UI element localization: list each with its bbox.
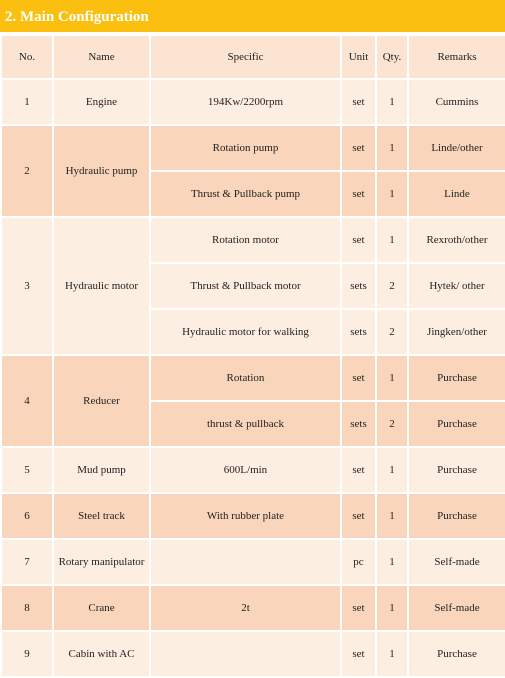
- specific-cell: Thrust & Pullback pump: [150, 171, 341, 217]
- remarks-cell: Cummins: [408, 79, 505, 125]
- row-number: 8: [1, 585, 53, 631]
- section-title: 2. Main Configuration: [0, 0, 505, 34]
- table-body: [1, 79, 505, 677]
- header-specific: Specific: [150, 35, 341, 79]
- qty-cell: 2: [376, 401, 408, 447]
- specific-cell: Rotation pump: [150, 125, 341, 171]
- remarks-cell: Self-made: [408, 539, 505, 585]
- table-row: [1, 79, 505, 125]
- row-number: 4: [1, 355, 53, 447]
- unit-cell: set: [341, 125, 376, 171]
- table-row: [1, 493, 505, 539]
- row-number: 9: [1, 631, 53, 677]
- remarks-cell: Purchase: [408, 355, 505, 401]
- remarks-cell: Jingken/other: [408, 309, 505, 355]
- component-name: Rotary manipulator: [53, 539, 150, 585]
- table-row: [1, 631, 505, 677]
- qty-cell: 1: [376, 493, 408, 539]
- row-number: 6: [1, 493, 53, 539]
- unit-cell: set: [341, 493, 376, 539]
- qty-cell: 1: [376, 79, 408, 125]
- remarks-cell: Self-made: [408, 585, 505, 631]
- component-name: Reducer: [53, 355, 150, 447]
- unit-cell: set: [341, 585, 376, 631]
- unit-cell: sets: [341, 263, 376, 309]
- specific-cell: Rotation motor: [150, 217, 341, 263]
- component-name: Steel track: [53, 493, 150, 539]
- component-name: Cabin with AC: [53, 631, 150, 677]
- remarks-cell: Purchase: [408, 401, 505, 447]
- specific-cell: 194Kw/2200rpm: [150, 79, 341, 125]
- specific-cell: Hydraulic motor for walking: [150, 309, 341, 355]
- component-name: Engine: [53, 79, 150, 125]
- row-number: 1: [1, 79, 53, 125]
- table-row: [1, 585, 505, 631]
- unit-cell: set: [341, 79, 376, 125]
- header-no: No.: [1, 35, 53, 79]
- table-row: [1, 355, 505, 401]
- component-name: Mud pump: [53, 447, 150, 493]
- table-row: [1, 539, 505, 585]
- unit-cell: sets: [341, 309, 376, 355]
- qty-cell: 1: [376, 125, 408, 171]
- unit-cell: sets: [341, 401, 376, 447]
- unit-cell: set: [341, 631, 376, 677]
- header-row: [1, 35, 505, 79]
- qty-cell: 2: [376, 309, 408, 355]
- row-number: 7: [1, 539, 53, 585]
- component-name: Crane: [53, 585, 150, 631]
- qty-cell: 1: [376, 355, 408, 401]
- specific-cell: [150, 539, 341, 585]
- specific-cell: 600L/min: [150, 447, 341, 493]
- qty-cell: 2: [376, 263, 408, 309]
- header-unit: Unit: [341, 35, 376, 79]
- specific-cell: 2t: [150, 585, 341, 631]
- qty-cell: 1: [376, 171, 408, 217]
- qty-cell: 1: [376, 447, 408, 493]
- table-row: [1, 125, 505, 171]
- row-number: 2: [1, 125, 53, 217]
- configuration-table: [0, 34, 505, 678]
- component-name: Hydraulic motor: [53, 217, 150, 355]
- row-number: 5: [1, 447, 53, 493]
- remarks-cell: Linde/other: [408, 125, 505, 171]
- unit-cell: pc: [341, 539, 376, 585]
- remarks-cell: Purchase: [408, 447, 505, 493]
- remarks-cell: Hytek/ other: [408, 263, 505, 309]
- specific-cell: thrust & pullback: [150, 401, 341, 447]
- header-name: Name: [53, 35, 150, 79]
- remarks-cell: Linde: [408, 171, 505, 217]
- unit-cell: set: [341, 447, 376, 493]
- row-number: 3: [1, 217, 53, 355]
- qty-cell: 1: [376, 539, 408, 585]
- unit-cell: set: [341, 171, 376, 217]
- specific-cell: Thrust & Pullback motor: [150, 263, 341, 309]
- qty-cell: 1: [376, 585, 408, 631]
- header-remarks: Remarks: [408, 35, 505, 79]
- specific-cell: With rubber plate: [150, 493, 341, 539]
- unit-cell: set: [341, 217, 376, 263]
- table-row: [1, 217, 505, 263]
- specific-cell: Rotation: [150, 355, 341, 401]
- header-qty: Qty.: [376, 35, 408, 79]
- component-name: Hydraulic pump: [53, 125, 150, 217]
- remarks-cell: Purchase: [408, 631, 505, 677]
- qty-cell: 1: [376, 217, 408, 263]
- table-row: [1, 447, 505, 493]
- unit-cell: set: [341, 355, 376, 401]
- specific-cell: [150, 631, 341, 677]
- qty-cell: 1: [376, 631, 408, 677]
- remarks-cell: Rexroth/other: [408, 217, 505, 263]
- remarks-cell: Purchase: [408, 493, 505, 539]
